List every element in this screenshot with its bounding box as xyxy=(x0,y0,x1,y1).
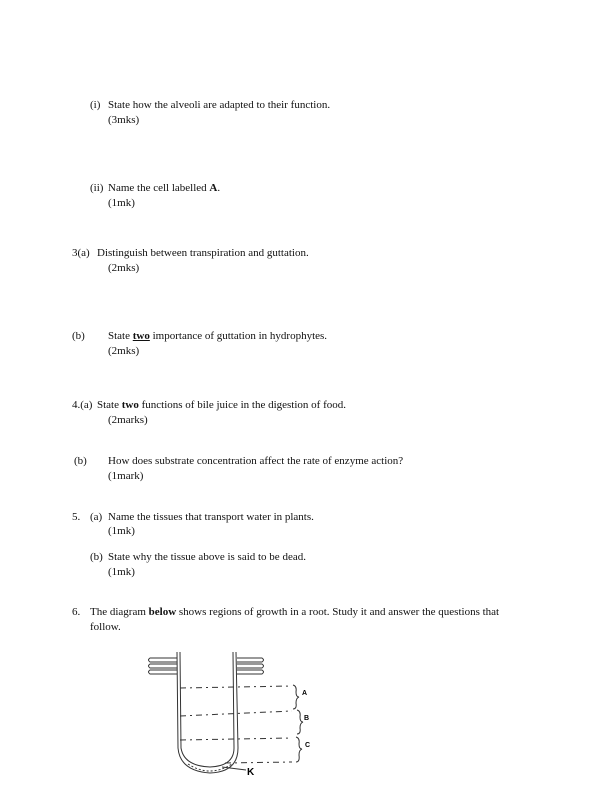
brace-b xyxy=(297,710,303,734)
q3a-label: 3(a) xyxy=(72,247,90,259)
q4a-marks: (2marks) xyxy=(108,414,148,426)
q4b-marks: (1mark) xyxy=(108,470,144,482)
q4a-label: 4.(a) xyxy=(72,399,93,411)
q2i-marks: (3mks) xyxy=(108,114,140,126)
root-inner-outline xyxy=(180,652,234,767)
q5b-marks: (1mk) xyxy=(108,566,135,578)
q3a-marks: (2mks) xyxy=(108,262,140,274)
q6-text: The diagram below shows regions of growth in a root. Study it and answer the questions that xyxy=(90,606,500,618)
region-divider-lines xyxy=(180,686,292,763)
label-b: B xyxy=(304,715,310,722)
q4b-label: (b) xyxy=(74,455,87,467)
q2ii-marks: (1mk) xyxy=(108,197,135,209)
q2ii-text: Name the cell labelled A. xyxy=(108,182,221,194)
root-hairs-left xyxy=(149,658,178,674)
q5-number: 5. xyxy=(72,511,81,523)
q3b-label: (b) xyxy=(72,330,85,342)
q2i-text: State how the alveoli are adapted to their function. xyxy=(108,99,331,111)
q6-number: 6. xyxy=(72,606,81,618)
q5a-label: (a) xyxy=(90,511,103,523)
q5a-text: Name the tissues that transport water in plants. xyxy=(108,511,314,523)
label-a: A xyxy=(302,690,308,697)
q2ii-label: (ii) xyxy=(90,182,104,194)
q2i-label: (i) xyxy=(90,99,101,111)
q4b-text: How does substrate concentration affect the rate of enzyme action? xyxy=(108,455,404,467)
q3b-text: State two importance of guttation in hydrophytes. xyxy=(108,330,328,342)
q3b-marks: (2mks) xyxy=(108,345,140,357)
root-hairs-right xyxy=(237,658,264,674)
q3a-text: Distinguish between transpiration and guttation. xyxy=(97,247,309,259)
q6-text-line2: follow. xyxy=(90,621,121,633)
q4a-text: State two functions of bile juice in the digestion of food. xyxy=(97,399,346,411)
q5a-marks: (1mk) xyxy=(108,525,135,537)
q5b-text: State why the tissue above is said to be dead. xyxy=(108,551,306,563)
q5b-label: (b) xyxy=(90,551,103,563)
brace-a xyxy=(293,685,299,709)
root-outer-outline xyxy=(177,652,238,773)
brace-c xyxy=(296,737,302,762)
label-c: C xyxy=(305,742,311,749)
label-k: K xyxy=(247,767,255,778)
